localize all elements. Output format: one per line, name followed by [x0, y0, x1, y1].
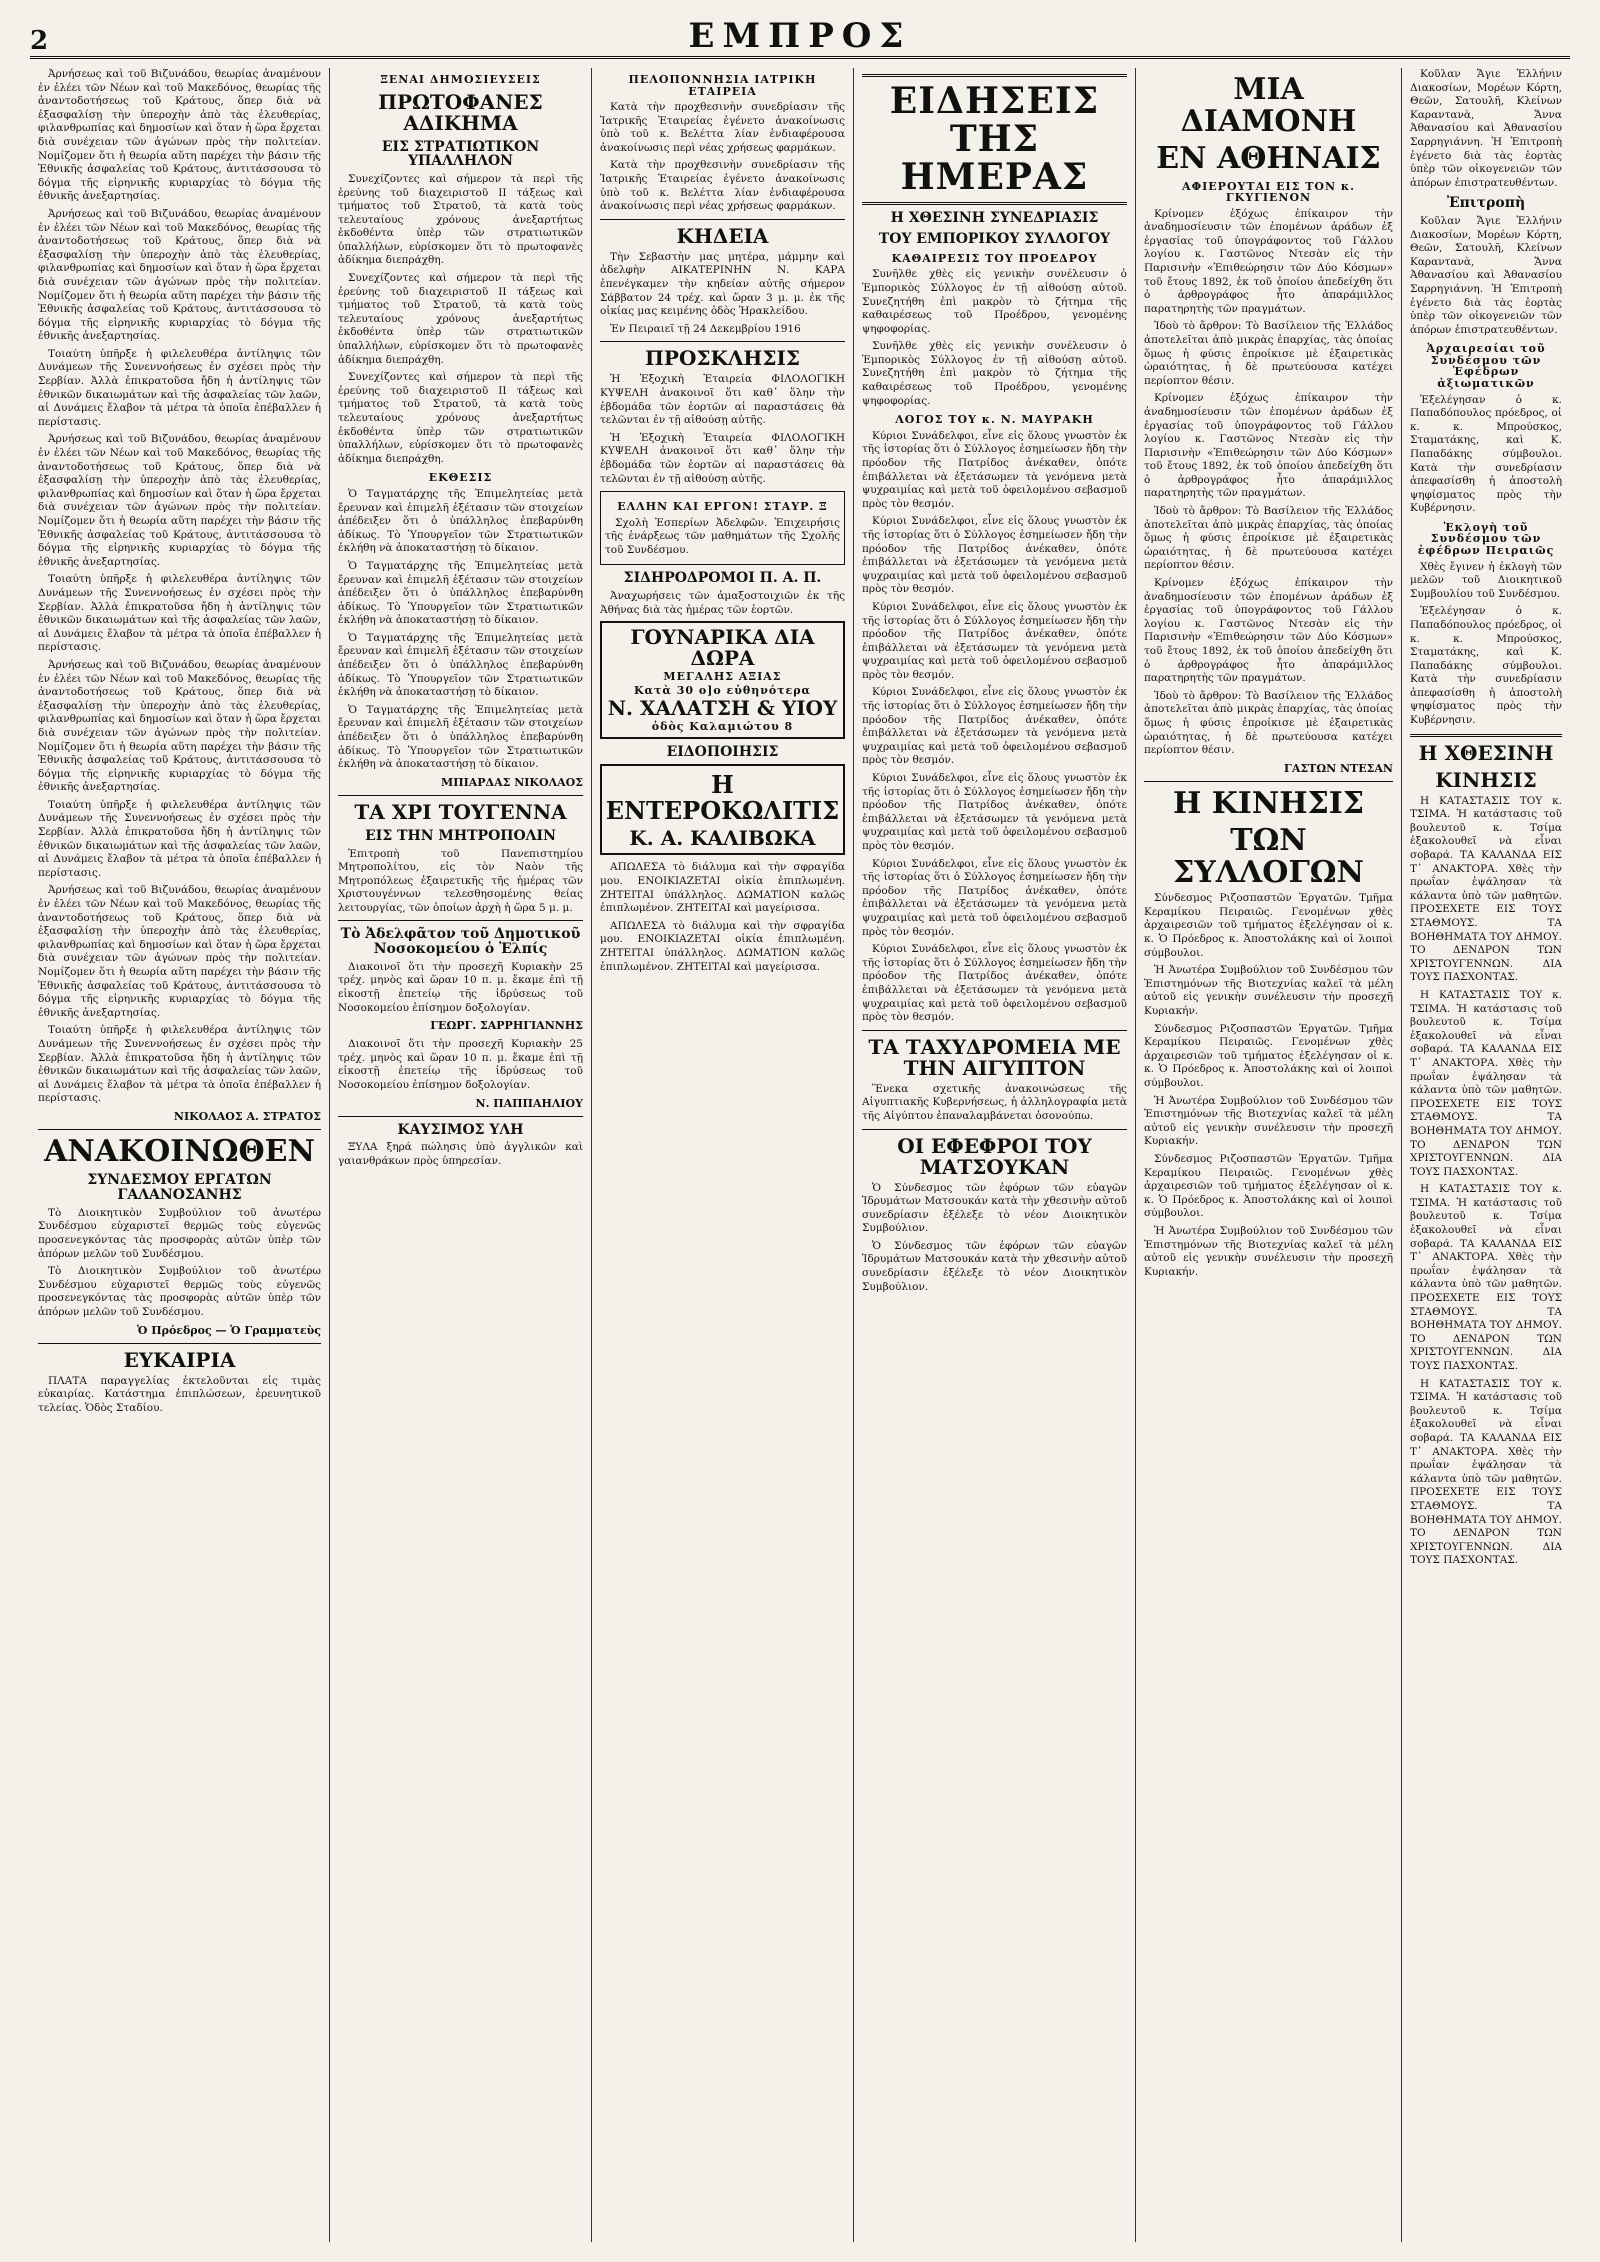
article-text: Ἀρνήσεως καὶ τοῦ Βιζυνάδου, θεωρίας ἀναμένουν ἐν ἐλέει τῶν Νέων καὶ τοῦ Μακεδόνος, θεωρίας τῆς ἀναντοδοτήσεως τοῦ Κράτους, ὅπερ διὰ νὰ ἐξασφαλίσῃ τὴν ὑπεροχὴν ἀπὸ τὰς ἐλευθερίας, φιλανθρωπίας καὶ δημοσίων καὶ ὅταν ἡ ὥρα ἔρχεται διὰ συνέχειαν τῶν ἀγώνων πρὸς τὴν πολιτείαν. Νομίζομεν ὅτι ἡ θεωρία αὕτη παρέχει τὴν βάσιν τῆς Ἐθνικῆς ἀσφαλείας τοῦ Κράτους, ἀντιτάσσουσα τὸ δόγμα τῆς εἰρηνικῆς κυριαρχίας τὸ δόγμα τῆς ἐθνικῆς ἀνεξαρτησίας.	[38, 68, 321, 203]
article-text: Κοῦλαν Ἄγιε Ἑλλήνιν Διακοσίων, Μορέων Κόρτη, Θεῶν, Σατουλῆ, Κλείνων Καραντανὰ, Ἄννα Ἀθανασίου καὶ Ἀθανασίου Σαρρηγιάννη. Ἡ Ἐπιτροπὴ ἐγένετο διὰ τὰς ἑορτὰς ὑπὲρ τῶν οἰκογενειῶν τῶν ἀπόρων ἐπιστρατευθέντων.	[1410, 215, 1562, 336]
fur-advertisement	[600, 621, 845, 739]
article-text: Συνῆλθε χθὲς εἰς γενικὴν συνέλευσιν ὁ Ἐμπορικὸς Σύλλογος ἐν τῇ αἰθούσῃ αὐτοῦ. Συνεζητήθη ἐπὶ μακρὸν τὸ ζήτημα τῆς καθαιρέσεως τοῦ Προέδρου, γενομένης ψηφοφορίας.	[862, 268, 1127, 335]
heading-crime: ΠΡΩΤΟΦΑΝΕΣ ΑΔΙΚΗΜΑ	[378, 89, 543, 135]
classifieds: ΑΠΩΛΕΣΑ τὸ διάλυμα καὶ τὴν σφραγίδα μου. ΕΝΟΙΚΙΑΖΕΤΑΙ οἰκία ἐπιπλωμένη. ΖΗΤΕΙΤΑΙ ὑπάλληλος. ΔΩΜΑΤΙΟΝ καλῶς ἐπιπλωμένον. ΖΗΤΕΙΤΑΙ καὶ μαγείρισσα.	[600, 919, 845, 973]
signature: Ν. ΠΑΠΠΑΗΛΙΟΥ	[475, 1096, 583, 1110]
article-text: Συνῆλθε χθὲς εἰς γενικὴν συνέλευσιν ὁ Ἐμπορικὸς Σύλλογος ἐν τῇ αἰθούσῃ αὐτοῦ. Συνεζητήθη ἐπὶ μακρὸν τὸ ζήτημα τῆς καθαιρέσεως τοῦ Προέδρου, γενομένης ψηφοφορίας.	[862, 340, 1127, 407]
subheading-association: ΤΟΥ ΕΜΠΟΡΙΚΟΥ ΣΥΛΛΟΓΟΥ	[878, 231, 1111, 248]
signature: ΝΙΚΟΛΑΟΣ Α. ΣΤΡΑΤΟΣ	[173, 1109, 321, 1123]
rail-text: Ἀναχωρήσεις τῶν ἀμαξοστοιχιῶν ἐκ τῆς Ἀθήνας διὰ τὰς ἡμέρας τῶν ἑορτῶν.	[600, 590, 845, 616]
article-text: Ἐπιτροπὴ τοῦ Πανεπιστημίου Μητροπολίτου, εἰς τὸν Ναὸν τῆς Μητροπόλεως ἐξαιρετικῆς τῆς ἡμέρας τῶν Χριστουγέννων τελεσθησομένης θείας λειτουργίας, τῶν ὁποίων ἀρχὴ ἡ ὥρα 5 μ. μ.	[338, 847, 583, 914]
notice-title: Τὸ Ἀδελφᾶτον τοῦ Δημοτικοῦ Νοσοκομείου ὁ Ἐλπίς	[340, 926, 581, 958]
speech-text: Κύριοι Συνάδελφοι, εἶνε εἰς ὅλους γνωστὸν ἐκ τῆς ἱστορίας ὅτι ὁ Σύλλογος ἐσημείωσεν ἤδη τὴν πρόοδον τῆς Πατρίδος ἀνέκαθεν, ὁπότε ἐπιβάλλεται νὰ ἐξετάσωμεν τὰ γενόμενα μετὰ ψυχραιμίας καὶ μετὰ τοῦ ὀφειλομένου σεβασμοῦ πρὸς τὸν θεσμόν.	[862, 600, 1127, 681]
ephors-text: Ὁ Σύνδεσμος τῶν ἐφόρων τῶν εὐαγῶν Ἱδρυμάτων Ματσουκάν κατὰ τὴν χθεσινὴν αὐτοῦ συνεδρίασιν ἐξέλεξε τὸ νέον Διοικητικὸν Συμβούλιον.	[862, 1239, 1127, 1293]
article-text: Ὁ Ταγματάρχης τῆς Ἐπιμελητείας μετὰ ἔρευναν καὶ ἐπιμελῆ ἐξέτασιν τῶν στοιχείων ἀπέδειξεν ὅτι ὁ ὑπάλληλος ἐπεβαρύνθη ἀδίκως. Τὸ Ὑπουργεῖον τῶν Στρατιωτικῶν ἐκλήθη νὰ ἀποκαταστήσῃ τὸ δίκαιον.	[338, 487, 583, 555]
article-text: Ὁ Ταγματάρχης τῆς Ἐπιμελητείας μετὰ ἔρευναν καὶ ἐπιμελῆ ἐξέτασιν τῶν στοιχείων ἀπέδειξεν ὅτι ὁ ὑπάλληλος ἐπεβαρύνθη ἀδίκως. Τὸ Ὑπουργεῖον τῶν Στρατιωτικῶν ἐκλήθη νὰ ἀποκαταστήσῃ τὸ δίκαιον.	[338, 703, 583, 771]
speech-text: Κύριοι Συνάδελφοι, εἶνε εἰς ὅλους γνωστὸν ἐκ τῆς ἱστορίας ὅτι ὁ Σύλλογος ἐσημείωσεν ἤδη τὴν πρόοδον τῆς Πατρίδος ἀνέκαθεν, ὁπότε ἐπιβάλλεται νὰ ἐξετάσωμεν τὰ γενόμενα μετὰ ψυχραιμίας καὶ μετὰ τοῦ ὀφειλομένου σεβασμοῦ πρὸς τὸν θεσμόν.	[862, 515, 1127, 596]
masthead	[30, 18, 1570, 59]
notice-text: Διακοινοῖ ὅτι τὴν προσεχῆ Κυριακὴν 25 τρέχ. μηνὸς καὶ ὥραν 10 π. μ. ἔκαμε ἐπὶ τῇ εἰκοστῇ ἐπετείῳ τῆς ἱδρύσεως τοῦ Νοσοκομείου ἐπίσημον δοξολογίαν.	[338, 960, 583, 1014]
column-2	[330, 68, 592, 2242]
article-text: Τοιαύτη ὑπῆρξε ἡ φιλελευθέρα ἀντίληψις τῶν Δυνάμεων τῆς Συνεννοήσεως ἐν σχέσει πρὸς τὴν Σερβίαν. Ἀλλὰ ἐπικρατοῦσα ἤδη ἡ ἀντίληψις τῶν ἐθνικῶν δικαιωμάτων καὶ τῆς ἀσφαλείας τῶν λαῶν, αἱ Δυνάμεις ἔλαβον τὰ μέτρα τὰ ὁποῖα ἐπέβαλλεν ἡ περίστασις.	[38, 573, 321, 654]
subhead-report: ΕΚΘΕΣΙΣ	[428, 471, 493, 485]
article-text: Κρίνομεν ἐξόχως ἐπίκαιρον τὴν ἀναδημοσίευσιν τῶν ἐπομένων ἀράδων ἐξ ἐργασίας τοῦ ὑπογράφοντος τοῦ Γάλλου λογίου κ. Γαστῶνος Ντεσὰν εἰς τὴν Παρισινὴν «Ἐπιθεώρησιν τῶν Δύο Κόσμων» τοῦ ἔτους 1892, ἐκ τοῦ ὁποίου ἀπεδείχθη ὅτι ὁ ἀρθρογράφος ἦτο ἀπαράμιλλος παρατηρητὴς τῶν πραγμάτων.	[1144, 392, 1393, 500]
medicine-advertisement	[600, 764, 845, 856]
article-text: Κοῦλαν Ἄγιε Ἑλλήνιν Διακοσίων, Μορέων Κόρτη, Θεῶν, Σατουλῆ, Κλείνων Καραντανὰ, Ἄννα Ἀθανασίου καὶ Ἀθανασίου Σαρρηγιάννη. Ἡ Ἐπιτροπὴ ἐγένετο διὰ τὰς ἑορτὰς ὑπὲρ τῶν οἰκογενειῶν τῶν ἀπόρων ἐπιστρατευθέντων.	[1410, 68, 1562, 189]
column-1	[30, 68, 330, 2242]
classified-text: ΞΥΛΑ ξηρά πώλησις ὑπὸ ἀγγλικῶν καὶ γαιανθράκων πρὸς ὑπηρεσίαν.	[338, 1141, 583, 1167]
article-text: Τοιαύτη ὑπῆρξε ἡ φιλελευθέρα ἀντίληψις τῶν Δυνάμεων τῆς Συνεννοήσεως ἐν σχέσει πρὸς τὴν Σερβίαν. Ἀλλὰ ἐπικρατοῦσα ἤδη ἡ ἀντίληψις τῶν ἐθνικῶν δικαιωμάτων καὶ τῆς ἀσφαλείας τῶν λαῶν, αἱ Δυνάμεις ἔλαβον τὰ μέτρα τὰ ὁποῖα ἐπέβαλλεν ἡ περίστασις.	[38, 798, 321, 879]
heading-invitations: ΠΡΟΣΚΛΗΣΙΣ	[645, 346, 800, 371]
subheading-dismissal: ΚΑΘΑΙΡΕΣΙΣ ΤΟΥ ΠΡΟΕΔΡΟΥ	[891, 251, 1098, 265]
article-text: Συνεχίζοντες καὶ σήμερον τὰ περὶ τῆς ἐρεύνης τοῦ διαχειριστοῦ ΙΙ τάξεως καὶ τμήματος τοῦ Στρατοῦ, τὰ κατὰ τοὺς τελευταίους χρόνους ἀνεξαρτήτως ἐκδοθέντα ὑπὲρ τῶν στρατιωτικῶν ὑπαλλήλων, εὐρίσκομεν ὅτι τὸ πρωτοφανὲς ἀδίκημα διεπράχθη.	[338, 272, 583, 366]
page-number: 2	[30, 26, 49, 56]
article-text: Χθὲς ἔγινεν ἡ ἐκλογὴ τῶν μελῶν τοῦ Διοικητικοῦ Συμβουλίου τοῦ Συνδέσμου.	[1410, 560, 1562, 600]
article-text: Η ΚΑΤΑΣΤΑΣΙΣ ΤΟΥ κ. ΤΣΙΜΑ. Ἡ κατάστασις τοῦ βουλευτοῦ κ. Τσίμα ἐξακολουθεῖ νὰ εἶναι σοβαρά. ΤΑ ΚΑΛΑΝΔΑ ΕΙΣ Τ᾽ ΑΝΑΚΤΟΡΑ. Χθὲς τὴν πρωΐαν ἐψάλησαν τὰ κάλαντα ὑπὸ τῶν μαθητῶν. ΠΡΟΣΕΧΕΤΕ ΕΙΣ ΤΟΥΣ ΣΤΑΘΜΟΥΣ. ΤΑ ΒΟΗΘΗΜΑΤΑ ΤΟΥ ΔΗΜΟΥ. ΤΟ ΔΕΝΔΡΟΝ ΤΩΝ ΧΡΙΣΤΟΥΓΕΝΝΩΝ. ΔΙΑ ΤΟΥΣ ΠΑΣΧΟΝΤΑΣ.	[1410, 1183, 1562, 1373]
article-text: Κρίνομεν ἐξόχως ἐπίκαιρον τὴν ἀναδημοσίευσιν τῶν ἐπομένων ἀράδων ἐξ ἐργασίας τοῦ ὑπογράφοντος τοῦ Γάλλου λογίου κ. Γαστῶνος Ντεσὰν εἰς τὴν Παρισινὴν «Ἐπιθεώρησιν τῶν Δύο Κόσμων» τοῦ ἔτους 1892, ἐκ τοῦ ὁποίου ἀπεδείχθη ὅτι ὁ ἀρθρογράφος ἦτο ἀπαράμιλλος παρατηρητὴς τῶν πραγμάτων.	[1144, 577, 1393, 685]
speech-text: Κύριοι Συνάδελφοι, εἶνε εἰς ὅλους γνωστὸν ἐκ τῆς ἱστορίας ὅτι ὁ Σύλλογος ἐσημείωσεν ἤδη τὴν πρόοδον τῆς Πατρίδος ἀνέκαθεν, ὁπότε ἐπιβάλλεται νὰ ἐξετάσωμεν τὰ γενόμενα μετὰ ψυχραιμίας καὶ μετὰ τοῦ ὀφειλομένου σεβασμοῦ πρὸς τὸν θεσμόν.	[862, 772, 1127, 853]
article-text: Σύνδεσμος Ριζοσπαστῶν Ἐργατῶν. Τμῆμα Κεραμίκου Πειραιῶς. Γενομένων χθὲς ἀρχαιρεσιῶν τοῦ τμήματος ἐξελέγησαν οἱ κ. κ. Ὁ Πρόεδρος κ. Ἀποστολάκης καὶ οἱ λοιποὶ σύμβουλοι.	[1144, 1152, 1393, 1220]
dedication: ΑΦΙΕΡΟΥΤΑΙ ΕΙΣ ΤΟΝ κ. ΓΚΥΓΙΕΝΟΝ	[1182, 179, 1355, 205]
article-text: Κατὰ τὴν προχθεσινὴν συνεδρίασιν τῆς Ἰατρικῆς Ἑταιρείας ἐγένετο ἀνακοίνωσις ὑπὸ τοῦ κ. Βελέττα λίαν ἐνδιαφέρουσα ἀνακοίνωσις περὶ νέας χρήσεως φαρμάκων.	[600, 101, 845, 154]
heading-athens: ΕΝ ΑΘΗΝΑΙΣ	[1156, 141, 1381, 176]
heading-piraeus: Ἐκλογὴ τοῦ Συνδέσμου τῶν ἐφέδρων Πειραιῶς	[1417, 520, 1555, 557]
subheading-christmas: ΕΙΣ ΤΗΝ ΜΗΤΡΟΠΟΛΙΝ	[365, 827, 556, 844]
kicker: ΠΕΛΟΠΟΝΝΗΣΙΑ ΙΑΤΡΙΚΗ ΕΤΑΙΡΕΙΑ	[628, 73, 817, 98]
signature: ΓΕΩΡΓ. ΣΑΡΡΗΓΙΑΝΝΗΣ	[430, 1019, 583, 1033]
ad-company: Κ. Α. ΚΑΛΙΒΩΚΑ	[629, 826, 816, 851]
article-text: Ἰδοὺ τὸ ἄρθρον: Τὸ Βασίλειον τῆς Ἑλλάδος ἀποτελεῖται ἀπὸ μικρὰς ἐπαρχίας, τὰς ὁποίας ὅμως ἡ φύσις ἐπροίκισε μὲ ἐξαιρετικὰς ὡραιότητας, ἡ δὲ πρωτεύουσα κατέχει περίοπτον θέσιν.	[1144, 689, 1393, 757]
ad-subline: ΜΕΓΑΛΗΣ ΑΞΙΑΣ	[663, 670, 782, 684]
classifieds: ΑΠΩΛΕΣΑ τὸ διάλυμα καὶ τὴν σφραγίδα μου. ΕΝΟΙΚΙΑΖΕΤΑΙ οἰκία ἐπιπλωμένη. ΖΗΤΕΙΤΑΙ ὑπάλληλος. ΔΩΜΑΤΙΟΝ καλῶς ἐπιπλωμένον. ΖΗΤΕΙΤΑΙ καὶ μαγείρισσα.	[600, 861, 845, 915]
subheading-meeting: Η ΧΘΕΣΙΝΗ ΣΥΝΕΔΡΙΑΣΙΣ	[890, 210, 1099, 227]
article-text: Ἰδοὺ τὸ ἄρθρον: Τὸ Βασίλειον τῆς Ἑλλάδος ἀποτελεῖται ἀπὸ μικρὰς ἐπαρχίας, τὰς ὁποίας ὅμως ἡ φύσις ἐπροίκισε μὲ ἐξαιρετικὰς ὡραιότητας, ἡ δὲ πρωτεύουσα κατέχει περίοπτον θέσιν.	[1144, 505, 1393, 572]
article-text: Κρίνομεν ἐξόχως ἐπίκαιρον τὴν ἀναδημοσίευσιν τῶν ἐπομένων ἀράδων ἐξ ἐργασίας τοῦ ὑπογράφοντος τοῦ Γάλλου λογίου κ. Γαστῶνος Ντεσὰν εἰς τὴν Παρισινὴν «Ἐπιθεώρησιν τῶν Δύο Κόσμων» τοῦ ἔτους 1892, ἐκ τοῦ ὁποίου ἀπεδείχθη ὅτι ὁ ἀρθρογράφος ἦτο ἀπαράμιλλος παρατηρητὴς τῶν πραγμάτων.	[1144, 207, 1393, 315]
ad-address: ὁδὸς Καλαμιώτου 8	[651, 720, 794, 734]
funeral-date: Ἐν Πειραιεῖ τῇ 24 Δεκεμβρίου 1916	[610, 322, 801, 335]
heading-christmas: ΤΑ ΧΡΙ ΤΟΥΓΕΝΝΑ	[354, 799, 567, 824]
column-6	[1402, 68, 1570, 2242]
invitation-text: Ἡ Ἑξοχικὴ Ἑταιρεία ΦΙΛΟΛΟΓΙΚΗ ΚΥΨΕΛΗ ἀνακοινοῖ ὅτι καθ᾽ ὅλην τὴν ἑβδομάδα τῶν ἑορτῶν αἱ παραστάσεις θὰ τελῶνται ἐν τῇ αἰθούσῃ αὐτῆς.	[600, 373, 845, 427]
heading-committee: Ἐπιτροπὴ	[1446, 195, 1526, 212]
article-text: Ἀρνήσεως καὶ τοῦ Βιζυνάδου, θεωρίας ἀναμένουν ἐν ἐλέει τῶν Νέων καὶ τοῦ Μακεδόνος, θεωρίας τῆς ἀναντοδοτήσεως τοῦ Κράτους, ὅπερ διὰ νὰ ἐξασφαλίσῃ τὴν ὑπεροχὴν ἀπὸ τὰς ἐλευθερίας, φιλανθρωπίας καὶ δημοσίων καὶ ὅταν ἡ ὥρα ἔρχεται διὰ συνέχειαν τῶν ἀγώνων πρὸς τὴν πολιτείαν. Νομίζομεν ὅτι ἡ θεωρία αὕτη παρέχει τὴν βάσιν τῆς Ἐθνικῆς ἀσφαλείας τοῦ Κράτους, ἀντιτάσσουσα τὸ δόγμα τῆς εἰρηνικῆς κυριαρχίας τὸ δόγμα τῆς ἐθνικῆς ἀνεξαρτησίας.	[38, 884, 321, 1019]
speech-text: Κύριοι Συνάδελφοι, εἶνε εἰς ὅλους γνωστὸν ἐκ τῆς ἱστορίας ὅτι ὁ Σύλλογος ἐσημείωσεν ἤδη τὴν πρόοδον τῆς Πατρίδος ἀνέκαθεν, ὁπότε ἐπιβάλλεται νὰ ἐξετάσωμεν τὰ γενόμενα μετὰ ψυχραιμίας καὶ μετὰ τοῦ ὀφειλομένου σεβασμοῦ πρὸς τὸν θεσμόν.	[862, 429, 1127, 510]
ephors-text: Ὁ Σύνδεσμος τῶν ἐφόρων τῶν εὐαγῶν Ἱδρυμάτων Ματσουκάν κατὰ τὴν χθεσινὴν αὐτοῦ συνεδρίασιν ἐξέλεξε τὸ νέον Διοικητικὸν Συμβούλιον.	[862, 1181, 1127, 1235]
funeral-text: Τὴν Σεβαστὴν μας μητέρα, μάμμην καὶ ἀδελφὴν ΑΙΚΑΤΕΡΙΝΗΝ Ν. ΚΑΡΑ ἐπενέγκαμεν τὴν κηδείαν αὐτῆς σήμερον Σάββατον 24 τρέχ. καὶ ὥραν 3 μ. μ. ἐκ τῆς οἰκίας μας κειμένης ὁδὸς Ἡρακλείδου.	[600, 250, 845, 318]
signature: Ὁ Πρόεδρος — Ὁ Γραμματεὺς	[137, 1323, 321, 1337]
article-text: Τοιαύτη ὑπῆρξε ἡ φιλελευθέρα ἀντίληψις τῶν Δυνάμεων τῆς Συνεννοήσεως ἐν σχέσει πρὸς τὴν Σερβίαν. Ἀλλὰ ἐπικρατοῦσα ἤδη ἡ ἀντίληψις τῶν ἐθνικῶν δικαιωμάτων καὶ τῆς ἀσφαλείας τῶν λαῶν, αἱ Δυνάμεις ἔλαβον τὰ μέτρα τὰ ὁποῖα ἐπέβαλλεν ἡ περίστασις.	[38, 347, 321, 428]
article-text: Τοιαύτη ὑπῆρξε ἡ φιλελευθέρα ἀντίληψις τῶν Δυνάμεων τῆς Συνεννοήσεως ἐν σχέσει πρὸς τὴν Σερβίαν. Ἀλλὰ ἐπικρατοῦσα ἤδη ἡ ἀντίληψις τῶν ἐθνικῶν δικαιωμάτων καὶ τῆς ἀσφαλείας τῶν λαῶν, αἱ Δυνάμεις ἔλαβον τὰ μέτρα τὰ ὁποῖα ἐπέβαλλεν ἡ περίστασις.	[38, 1024, 321, 1105]
article-text: Η ΚΑΤΑΣΤΑΣΙΣ ΤΟΥ κ. ΤΣΙΜΑ. Ἡ κατάστασις τοῦ βουλευτοῦ κ. Τσίμα ἐξακολουθεῖ νὰ εἶναι σοβαρά. ΤΑ ΚΑΛΑΝΔΑ ΕΙΣ Τ᾽ ΑΝΑΚΤΟΡΑ. Χθὲς τὴν πρωΐαν ἐψάλησαν τὰ κάλαντα ὑπὸ τῶν μαθητῶν. ΠΡΟΣΕΧΕΤΕ ΕΙΣ ΤΟΥΣ ΣΤΑΘΜΟΥΣ. ΤΑ ΒΟΗΘΗΜΑΤΑ ΤΟΥ ΔΗΜΟΥ. ΤΟ ΔΕΝΔΡΟΝ ΤΩΝ ΧΡΙΣΤΟΥΓΕΝΝΩΝ. ΔΙΑ ΤΟΥΣ ΠΑΣΧΟΝΤΑΣ.	[1410, 794, 1562, 984]
speech-text: Κύριοι Συνάδελφοι, εἶνε εἰς ὅλους γνωστὸν ἐκ τῆς ἱστορίας ὅτι ὁ Σύλλογος ἐσημείωσεν ἤδη τὴν πρόοδον τῆς Πατρίδος ἀνέκαθεν, ὁπότε ἐπιβάλλεται νὰ ἐξετάσωμεν τὰ γενόμενα μετὰ ψυχραιμίας καὶ μετὰ τοῦ ὀφειλομένου σεβασμοῦ πρὸς τὸν θεσμόν.	[862, 857, 1127, 938]
article-text: Ὁ Ταγματάρχης τῆς Ἐπιμελητείας μετὰ ἔρευναν καὶ ἐπιμελῆ ἐξέτασιν τῶν στοιχείων ἀπέδειξεν ὅτι ὁ ὑπάλληλος ἐπεβαρύνθη ἀδίκως. Τὸ Ὑπουργεῖον τῶν Στρατιωτικῶν ἐκλήθη νὰ ἀποκαταστήσῃ τὸ δίκαιον.	[338, 559, 583, 627]
heading-notices: ΕΙΔΟΠΟΙΗΣΙΣ	[666, 744, 779, 760]
signature: ΜΠΙΑΡΔΑΣ ΝΙΚΟΛΑΟΣ	[441, 775, 583, 789]
heading-elections: Ἀρχαιρεσίαι τοῦ Συνδέσμου τῶν Ἐφέδρων ἀξιωματικῶν	[1426, 342, 1546, 391]
article-text: Ἡ Ἀνωτέρα Συμβούλιον τοῦ Συνδέσμου τῶν Ἐπιστημόνων τῆς Βιοτεχνίας καλεῖ τὰ μέλη αὐτοῦ εἰς γενικὴν συνέλευσιν τὴν προσεχῆ Κυριακήν.	[1144, 1224, 1393, 1278]
announcement-text: Τὸ Διοικητικὸν Συμβούλιον τοῦ ἀνωτέρω Συνδέσμου εὐχαριστεῖ θερμῶς τοὺς εὐγενῶς προσενεγκόντας τὰς προσφορὰς αὐτῶν ὑπὲρ τῶν ἀπόρων μελῶν τοῦ Συνδέσμου.	[38, 1265, 321, 1318]
article-text: Σύνδεσμος Ριζοσπαστῶν Ἐργατῶν. Τμῆμα Κεραμίκου Πειραιῶς. Γενομένων χθὲς ἀρχαιρεσιῶν τοῦ τμήματος ἐξελέγησαν οἱ κ. κ. Ὁ Πρόεδρος κ. Ἀποστολάκης καὶ οἱ λοιποὶ σύμβουλοι.	[1144, 1022, 1393, 1089]
heading-stay: ΜΙΑ ΔΙΑΜΟΝΗ	[1180, 72, 1357, 139]
subheading-announcements: ΣΥΝΔΕΣΜΟΥ ΕΡΓΑΤΩΝ ΓΑΛΑΝΟΣΑΝΗΣ	[87, 1172, 272, 1204]
column-4	[854, 68, 1136, 2242]
subheading-crime: ΕΙΣ ΣΤΡΑΤΙΩΤΙΚΟΝ ΥΠΑΛΛΗΛΟΝ	[381, 138, 540, 170]
heading-announcements: ΑΝΑΚΟΙΝΩΘΕΝ	[44, 1133, 315, 1169]
post-text: Ἕνεκα σχετικῆς ἀνακοινώσεως τῆς Αἰγυπτιακῆς Κυβερνήσεως, ἡ ἀλληλογραφία μετὰ τῆς Αἰγύπτου ἐπαναλαμβάνεται ὁσονούπω.	[862, 1082, 1127, 1122]
classified-head: ΚΑΥΣΙΜΟΣ ΥΛΗ	[397, 1121, 524, 1138]
speech-title: ΛΟΓΟΣ ΤΟΥ κ. Ν. ΜΑΥΡΑΚΗ	[895, 413, 1094, 427]
column-3	[592, 68, 854, 2242]
box-text: Σχολὴ Ἑσπερίων Ἀδελφῶν. Ἐπιχειρήσις τῆς ἐνάρξεως τῶν μαθημάτων τῆς Σχολῆς τοῦ Συνδέσμου.	[605, 516, 840, 556]
notice-text: Διακοινοῖ ὅτι τὴν προσεχῆ Κυριακὴν 25 τρέχ. μηνὸς καὶ ὥραν 10 π. μ. ἔκαμε ἐπὶ τῇ εἰκοστῇ ἐπετείῳ τῆς ἱδρύσεως τοῦ Νοσοκομείου ἐπίσημον δοξολογίαν.	[338, 1038, 583, 1091]
heading-movement: Η ΚΙΝΗΣΙΣ	[1172, 785, 1365, 821]
column-5	[1136, 68, 1402, 2242]
heading-railways: ΣΙΔΗΡΟΔΡΟΜΟΙ Π. Α. Π.	[623, 570, 822, 587]
heading-movement: ΚΙΝΗΣΙΣ	[1435, 767, 1537, 792]
article-text: Ἐξελέγησαν ὁ κ. Παπαδόπουλος πρόεδρος, οἱ κ. κ. Μπρούσκος, Σταματάκης, καὶ Κ. Παπαδάκης σύμβουλοι. Κατὰ τὴν συνεδρίασιν ἀπεφασίσθη ἡ ἀποστολὴ ψηφίσματος πρὸς τὴν Κυβέρνησιν.	[1410, 393, 1562, 515]
heading-associations: ΤΩΝ ΣΥΛΛΟΓΩΝ	[1173, 823, 1364, 890]
article-text: Ἡ Ἀνωτέρα Συμβούλιον τοῦ Συνδέσμου τῶν Ἐπιστημόνων τῆς Βιοτεχνίας καλεῖ τὰ μέλη αὐτοῦ εἰς γενικὴν συνέλευσιν τὴν προσεχῆ Κυριακήν.	[1144, 1094, 1393, 1148]
article-text: Ἡ Ἀνωτέρα Συμβούλιον τοῦ Συνδέσμου τῶν Ἐπιστημόνων τῆς Βιοτεχνίας καλεῖ τὰ μέλη αὐτοῦ εἰς γενικὴν συνέλευσιν τὴν προσεχῆ Κυριακήν.	[1144, 964, 1393, 1017]
speech-text: Κύριοι Συνάδελφοι, εἶνε εἰς ὅλους γνωστὸν ἐκ τῆς ἱστορίας ὅτι ὁ Σύλλογος ἐσημείωσεν ἤδη τὴν πρόοδον τῆς Πατρίδος ἀνέκαθεν, ὁπότε ἐπιβάλλεται νὰ ἐξετάσωμεν τὰ γενόμενα μετὰ ψυχραιμίας καὶ μετὰ τοῦ ὀφειλομένου σεβασμοῦ πρὸς τὸν θεσμόν.	[862, 686, 1127, 767]
signature: ΓΑΣΤΩΝ ΝΤΕΣΑΝ	[1284, 761, 1393, 775]
article-text: Ἰδοὺ τὸ ἄρθρον: Τὸ Βασίλειον τῆς Ἑλλάδος ἀποτελεῖται ἀπὸ μικρὰς ἐπαρχίας, τὰς ὁποίας ὅμως ἡ φύσις ἐπροίκισε μὲ ἐξαιρετικὰς ὡραιότητας, ἡ δὲ πρωτεύουσα κατέχει περίοπτον θέσιν.	[1144, 320, 1393, 387]
opportunity-text: ΠΛΑΤΑ παραγγελίας ἐκτελοῦνται εἰς τιμὰς εὐκαιρίας. Κατάστημα ἐπιπλώσεων, ἐρευνητικοῦ τελείας. Ὁδὸς Σταδίου.	[38, 1374, 321, 1414]
ad-headline: Η ΕΝΤΕΡΟΚΩΛΙΤΙΣ	[605, 769, 840, 826]
article-text: Συνεχίζοντες καὶ σήμερον τὰ περὶ τῆς ἐρεύνης τοῦ διαχειριστοῦ ΙΙ τάξεως καὶ τμήματος τοῦ Στρατοῦ, τὰ κατὰ τοὺς τελευταίους χρόνους ἀνεξαρτήτως ἐκδοθέντα ὑπὲρ τῶν στρατιωτικῶν ὑπαλλήλων, εὐρίσκομεν ὅτι τὸ πρωτοφανὲς ἀδίκημα διεπράχθη.	[338, 172, 583, 267]
article-text: Κατὰ τὴν προχθεσινὴν συνεδρίασιν τῆς Ἰατρικῆς Ἑταιρείας ἐγένετο ἀνακοίνωσις ὑπὸ τοῦ κ. Βελέττα λίαν ἐνδιαφέρουσα ἀνακοίνωσις περὶ νέας χρήσεως φαρμάκων.	[600, 159, 845, 213]
ad-discount: Κατὰ 30 ο]ο εὐθηνότερα	[633, 683, 812, 697]
heading-post: ΤΑ ΤΑΧΥΔΡΟΜΕΙΑ ΜΕ ΤΗΝ ΑΙΓΥΠΤΟΝ	[868, 1034, 1121, 1080]
heading-yesterday: Η ΧΘΕΣΙΝΗ	[1418, 740, 1554, 765]
ad-company: Ν. ΧΑΛΑΤΣΗ & ΥΙΟΥ	[607, 696, 838, 721]
heading-daily-news: ΕΙΔΗΣΕΙΣ ΤΗΣ ΗΜΕΡΑΣ	[889, 80, 1100, 198]
article-text: Η ΚΑΤΑΣΤΑΣΙΣ ΤΟΥ κ. ΤΣΙΜΑ. Ἡ κατάστασις τοῦ βουλευτοῦ κ. Τσίμα ἐξακολουθεῖ νὰ εἶναι σοβαρά. ΤΑ ΚΑΛΑΝΔΑ ΕΙΣ Τ᾽ ΑΝΑΚΤΟΡΑ. Χθὲς τὴν πρωΐαν ἐψάλησαν τὰ κάλαντα ὑπὸ τῶν μαθητῶν. ΠΡΟΣΕΧΕΤΕ ΕΙΣ ΤΟΥΣ ΣΤΑΘΜΟΥΣ. ΤΑ ΒΟΗΘΗΜΑΤΑ ΤΟΥ ΔΗΜΟΥ. ΤΟ ΔΕΝΔΡΟΝ ΤΩΝ ΧΡΙΣΤΟΥΓΕΝΝΩΝ. ΔΙΑ ΤΟΥΣ ΠΑΣΧΟΝΤΑΣ.	[1410, 1377, 1562, 1567]
speech-text: Κύριοι Συνάδελφοι, εἶνε εἰς ὅλους γνωστὸν ἐκ τῆς ἱστορίας ὅτι ὁ Σύλλογος ἐσημείωσεν ἤδη τὴν πρόοδον τῆς Πατρίδος ἀνέκαθεν, ὁπότε ἐπιβάλλεται νὰ ἐξετάσωμεν τὰ γενόμενα μετὰ ψυχραιμίας καὶ μετὰ τοῦ ὀφειλομένου σεβασμοῦ πρὸς τὸν θεσμόν.	[862, 943, 1127, 1024]
heading-ephors: ΟΙ ΕΦΕΦΡΟΙ ΤΟΥ ΜΑΤΣΟΥΚΑΝ	[897, 1133, 1092, 1179]
article-text: Ἀρνήσεως καὶ τοῦ Βιζυνάδου, θεωρίας ἀναμένουν ἐν ἐλέει τῶν Νέων καὶ τοῦ Μακεδόνος, θεωρίας τῆς ἀναντοδοτήσεως τοῦ Κράτους, ὅπερ διὰ νὰ ἐξασφαλίσῃ τὴν ὑπεροχὴν ἀπὸ τὰς ἐλευθερίας, φιλανθρωπίας καὶ δημοσίων καὶ ὅταν ἡ ὥρα ἔρχεται διὰ συνέχειαν τῶν ἀγώνων πρὸς τὴν πολιτείαν. Νομίζομεν ὅτι ἡ θεωρία αὕτη παρέχει τὴν βάσιν τῆς Ἐθνικῆς ἀσφαλείας τοῦ Κράτους, ἀντιτάσσουσα τὸ δόγμα τῆς εἰρηνικῆς κυριαρχίας τὸ δόγμα τῆς ἐθνικῆς ἀνεξαρτησίας.	[38, 207, 321, 343]
article-text: Ἀρνήσεως καὶ τοῦ Βιζυνάδου, θεωρίας ἀναμένουν ἐν ἐλέει τῶν Νέων καὶ τοῦ Μακεδόνος, θεωρίας τῆς ἀναντοδοτήσεως τοῦ Κράτους, ὅπερ διὰ νὰ ἐξασφαλίσῃ τὴν ὑπεροχὴν ἀπὸ τὰς ἐλευθερίας, φιλανθρωπίας καὶ δημοσίων καὶ ὅταν ἡ ὥρα ἔρχεται διὰ συνέχειαν τῶν ἀγώνων πρὸς τὴν πολιτείαν. Νομίζομεν ὅτι ἡ θεωρία αὕτη παρέχει τὴν βάσιν τῆς Ἐθνικῆς ἀσφαλείας τοῦ Κράτους, ἀντιτάσσουσα τὸ δόγμα τῆς εἰρηνικῆς κυριαρχίας τὸ δόγμα τῆς ἐθνικῆς ἀνεξαρτησίας.	[38, 433, 321, 568]
article-text: Η ΚΑΤΑΣΤΑΣΙΣ ΤΟΥ κ. ΤΣΙΜΑ. Ἡ κατάστασις τοῦ βουλευτοῦ κ. Τσίμα ἐξακολουθεῖ νὰ εἶναι σοβαρά. ΤΑ ΚΑΛΑΝΔΑ ΕΙΣ Τ᾽ ΑΝΑΚΤΟΡΑ. Χθὲς τὴν πρωΐαν ἐψάλησαν τὰ κάλαντα ὑπὸ τῶν μαθητῶν. ΠΡΟΣΕΧΕΤΕ ΕΙΣ ΤΟΥΣ ΣΤΑΘΜΟΥΣ. ΤΑ ΒΟΗΘΗΜΑΤΑ ΤΟΥ ΔΗΜΟΥ. ΤΟ ΔΕΝΔΡΟΝ ΤΩΝ ΧΡΙΣΤΟΥΓΕΝΝΩΝ. ΔΙΑ ΤΟΥΣ ΠΑΣΧΟΝΤΑΣ.	[1410, 988, 1562, 1178]
heading-opportunity: ΕΥΚΑΙΡΙΑ	[123, 1347, 236, 1372]
article-text: Σύνδεσμος Ριζοσπαστῶν Ἐργατῶν. Τμῆμα Κεραμίκου Πειραιῶς. Γενομένων χθὲς ἀρχαιρεσιῶν τοῦ τμήματος ἐξελέγησαν οἱ κ. κ. Ὁ Πρόεδρος κ. Ἀποστολάκης καὶ οἱ λοιποὶ σύμβουλοι.	[1144, 892, 1393, 959]
announcement-text: Τὸ Διοικητικὸν Συμβούλιον τοῦ ἀνωτέρω Συνδέσμου εὐχαριστεῖ θερμῶς τοὺς εὐγενῶς προσενεγκόντας τὰς προσφορὰς αὐτῶν ὑπὲρ τῶν ἀπόρων μελῶν τοῦ Συνδέσμου.	[38, 1206, 321, 1260]
paper-name: ΕΜΠΡΟΣ	[688, 16, 912, 56]
school-box	[600, 491, 845, 565]
columns	[30, 68, 1570, 2242]
invitation-text: Ἡ Ἑξοχικὴ Ἑταιρεία ΦΙΛΟΛΟΓΙΚΗ ΚΥΨΕΛΗ ἀνακοινοῖ ὅτι καθ᾽ ὅλην τὴν ἑβδομάδα τῶν ἑορτῶν αἱ παραστάσεις θὰ τελῶνται ἐν τῇ αἰθούσῃ αὐτῆς.	[600, 431, 845, 485]
article-text: Ἐξελέγησαν ὁ κ. Παπαδόπουλος πρόεδρος, οἱ κ. κ. Μπρούσκος, Σταματάκης, καὶ Κ. Παπαδάκης σύμβουλοι. Κατὰ τὴν συνεδρίασιν ἀπεφασίσθη ἡ ἀποστολὴ ψηφίσματος πρὸς τὴν Κυβέρνησιν.	[1410, 605, 1562, 727]
article-text: Συνεχίζοντες καὶ σήμερον τὰ περὶ τῆς ἐρεύνης τοῦ διαχειριστοῦ ΙΙ τάξεως καὶ τμήματος τοῦ Στρατοῦ, τὰ κατὰ τοὺς τελευταίους χρόνους ἀνεξαρτήτως ἐκδοθέντα ὑπὲρ τῶν στρατιωτικῶν ὑπαλλήλων, εὐρίσκομεν ὅτι τὸ πρωτοφανὲς ἀδίκημα διεπράχθη.	[338, 371, 583, 465]
heading-funeral: ΚΗΔΕΙΑ	[676, 223, 769, 248]
box-title: ΕΛΛΗΝ ΚΑΙ ΕΡΓΟΝ! ΣΤΑΥΡ. Ξ	[617, 500, 828, 514]
article-text: Ἀρνήσεως καὶ τοῦ Βιζυνάδου, θεωρίας ἀναμένουν ἐν ἐλέει τῶν Νέων καὶ τοῦ Μακεδόνος, θεωρίας τῆς ἀναντοδοτήσεως τοῦ Κράτους, ὅπερ διὰ νὰ ἐξασφαλίσῃ τὴν ὑπεροχὴν ἀπὸ τὰς ἐλευθερίας, φιλανθρωπίας καὶ δημοσίων καὶ ὅταν ἡ ὥρα ἔρχεται διὰ συνέχειαν τῶν ἀγώνων πρὸς τὴν πολιτείαν. Νομίζομεν ὅτι ἡ θεωρία αὕτη παρέχει τὴν βάσιν τῆς Ἐθνικῆς ἀσφαλείας τοῦ Κράτους, ἀντιτάσσουσα τὸ δόγμα τῆς εἰρηνικῆς κυριαρχίας τὸ δόγμα τῆς ἐθνικῆς ἀνεξαρτησίας.	[38, 658, 321, 794]
article-text: Ὁ Ταγματάρχης τῆς Ἐπιμελητείας μετὰ ἔρευναν καὶ ἐπιμελῆ ἐξέτασιν τῶν στοιχείων ἀπέδειξεν ὅτι ὁ ὑπάλληλος ἐπεβαρύνθη ἀδίκως. Τὸ Ὑπουργεῖον τῶν Στρατιωτικῶν ἐκλήθη νὰ ἀποκαταστήσῃ τὸ δίκαιον.	[338, 631, 583, 699]
kicker: ΞΕΝΑΙ ΔΗΜΟΣΙΕΥΣΕΙΣ	[380, 73, 541, 86]
ad-headline: ΓΟΥΝΑΡΙΚΑ ΔΙΑ ΔΩΡΑ	[630, 625, 815, 671]
